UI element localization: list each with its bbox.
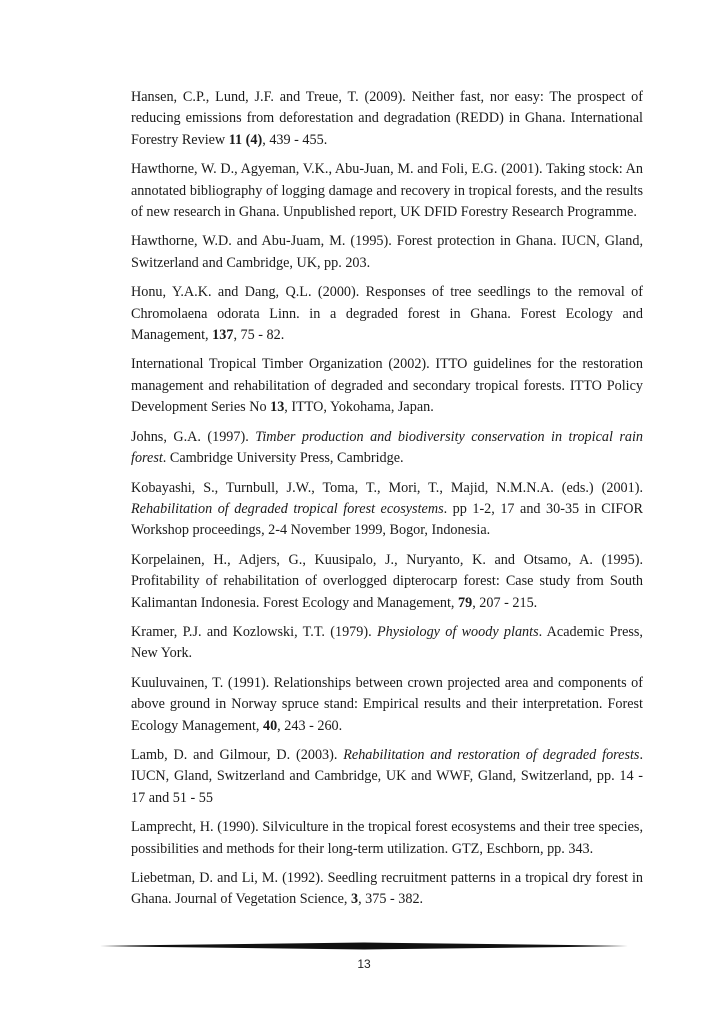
reference-text: . pp 1-2, 17 and 30-35 in CIFOR Workshop proceedings, 2-4 November 1999, Bogor, Indonesia. [131, 500, 643, 539]
reference-text: , 375 - 382. [358, 891, 424, 908]
reference-entry [131, 622, 643, 665]
reference-text: Liebetman, D. and Li, M. (1992). Seedling recruitment patterns in a tropical dry forest in Ghana. Journal of Vegetation Science, [131, 870, 643, 908]
reference-text: Lamb, D. and Gilmour, D. (2003). [131, 746, 344, 763]
reference-text: . Academic Press, New York. [131, 623, 643, 662]
reference-volume: 40 [262, 717, 278, 734]
reference-text: Korpelainen, H., Adjers, G., Kuusipalo, J., Nuryanto, K. and Otsamo, A. (1995). Profitability of rehabilitation of overlogged dipterocarp forest: Case study from South Kalimantan Indonesia. Forest Ecology and Management, [131, 551, 643, 611]
reference-title: Timber production and biodiversity conservation in tropical rain forest [131, 428, 644, 467]
reference-entry [131, 427, 643, 470]
reference-title: Physiology of woody plants [376, 623, 539, 640]
reference-entry [131, 550, 643, 614]
reference-text: Hawthorne, W. D., Agyeman, V.K., Abu-Juan, M. and Foli, E.G. (2001). Taking stock: An annotated bibliography of logging damage and recovery in tropical forests, and the results of new research in Ghana. Unpublished report, UK DFID Forestry Research Programme. [131, 161, 643, 221]
reference-text: Johns, G.A. (1997). [131, 428, 256, 445]
reference-text: Kuuluvainen, T. (1991). Relationships between crown projected area and components of above ground in Norway spruce stand: Empirical results and their interpretation. Forest Ecology Management, [131, 674, 643, 734]
reference-entry [131, 817, 643, 860]
reference-text: , 75 - 82. [233, 327, 285, 344]
reference-entry [131, 354, 643, 418]
reference-volume: 79 [458, 594, 473, 611]
reference-entry [131, 868, 643, 911]
reference-text: Kobayashi, S., Turnbull, J.W., Toma, T., Mori, T., Majid, N.M.N.A. (eds.) (2001). [131, 479, 643, 496]
reference-title: Rehabilitation of degraded tropical forest ecosystems [131, 500, 444, 517]
reference-entry [131, 159, 643, 223]
reference-entry [131, 673, 643, 737]
reference-volume: 11 (4) [228, 131, 263, 148]
reference-list [131, 87, 643, 919]
reference-volume: 137 [212, 327, 234, 344]
footer-divider [100, 942, 628, 950]
reference-text: Kramer, P.J. and Kozlowski, T.T. (1979). [131, 623, 377, 640]
reference-text: International Tropical Timber Organization (2002). ITTO guidelines for the restoration management and rehabilitation of degraded and secondary tropical forests. ITTO Policy Development Series No [131, 356, 643, 416]
reference-text: Hawthorne, W.D. and Abu-Juam, M. (1995). Forest protection in Ghana. IUCN, Gland, Switzerland and Cambridge, UK, pp. 203. [131, 233, 643, 271]
reference-volume: 3 [350, 891, 359, 908]
reference-entry [131, 87, 643, 151]
reference-text: , 207 - 215. [472, 594, 538, 611]
reference-volume: 13 [270, 399, 285, 416]
reference-text: . IUCN, Gland, Switzerland and Cambridge, UK and WWF, Gland, Switzerland, pp. 14 - 17 and 51 - 55 [131, 746, 643, 806]
reference-text: , ITTO, Yokohama, Japan. [284, 399, 434, 416]
reference-entry [131, 478, 643, 542]
footer-divider-stroke [100, 943, 628, 950]
page-number: 13 [357, 957, 371, 971]
reference-text: , 243 - 260. [277, 717, 343, 734]
reference-entry [131, 282, 643, 346]
reference-text: Hansen, C.P., Lund, J.F. and Treue, T. (2009). Neither fast, nor easy: The prospect of reducing emissions from deforestation and degradation (REDD) in Ghana. International Forestry Review [131, 89, 643, 148]
reference-entry [131, 745, 643, 809]
reference-text: , 439 - 455. [262, 131, 328, 148]
reference-text: . Cambridge University Press, Cambridge. [162, 450, 404, 467]
reference-entry [131, 231, 643, 274]
reference-text: Lamprecht, H. (1990). Silviculture in the tropical forest ecosystems and their tree species, possibilities and methods for their long-term utilization. GTZ, Eschborn, pp. 343. [131, 819, 643, 857]
reference-text: Honu, Y.A.K. and Dang, Q.L. (2000). Responses of tree seedlings to the removal of Chromolaena odorata Linn. in a degraded forest in Ghana. Forest Ecology and Management, [131, 284, 643, 344]
reference-title: Rehabilitation and restoration of degraded forests [343, 746, 640, 763]
